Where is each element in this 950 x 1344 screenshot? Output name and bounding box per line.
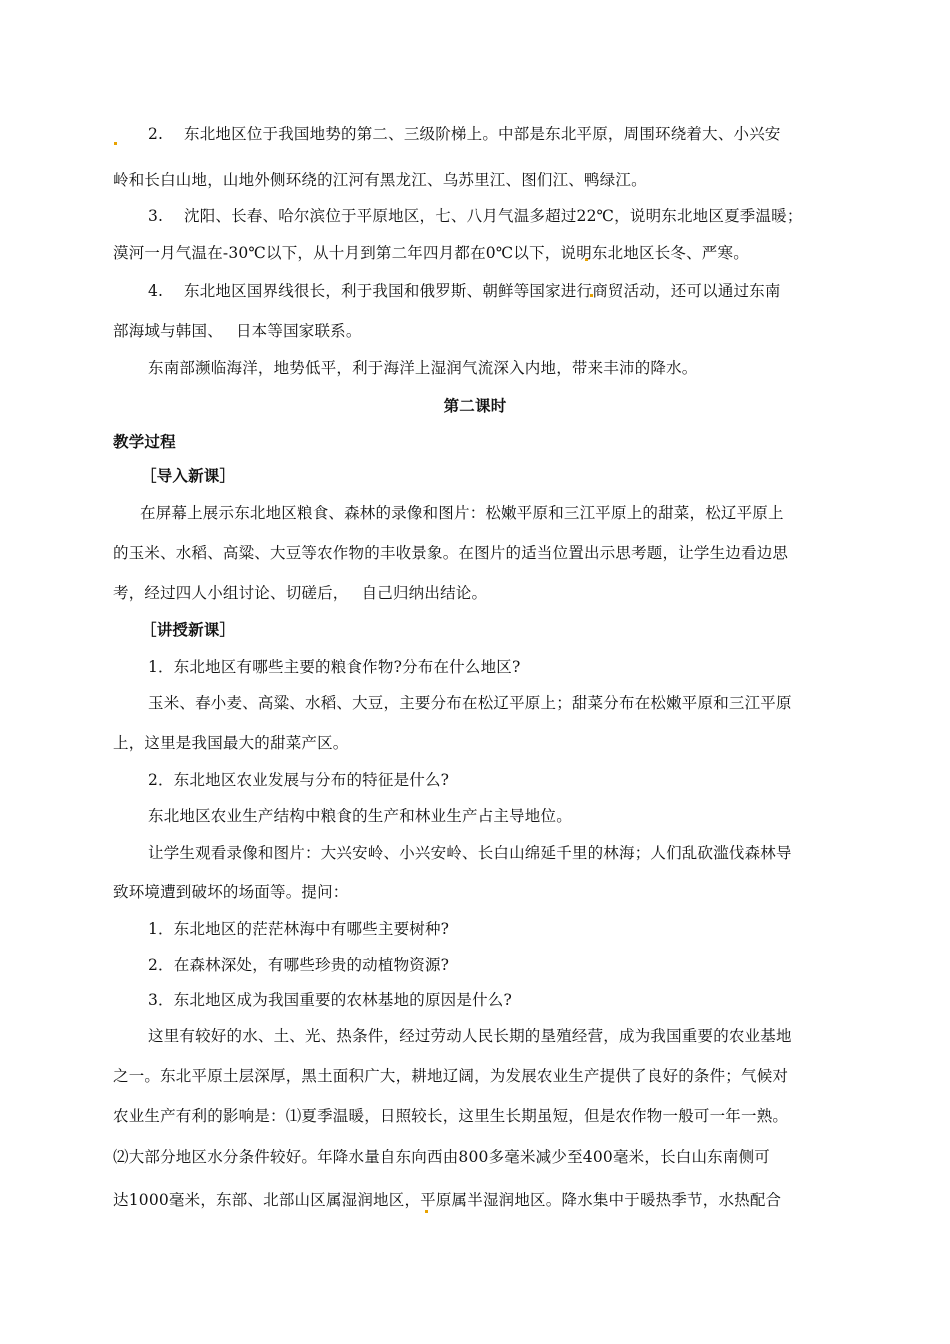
paragraph-line: 玉米、春小麦、高粱、水稻、大豆，主要分布在松辽平原上；甜菜分布在松嫩平原和三江平原 [148,694,792,712]
question-line: 1．东北地区有哪些主要的粮食作物?分布在什么地区? [148,658,521,676]
paragraph-line: 2. 东北地区位于我国地势的第二、三级阶梯上。中部是东北平原，周围环绕着大、小兴安 [148,125,781,143]
paragraph-line: 农业生产有利的影响是：⑴夏季温暖，日照较长，这里生长期虽短，但是农作物一般可一年一熟。 [113,1107,789,1125]
paragraph-line: 漠河一月气温在-30℃以下，从十月到第二年四月都在0℃以下，说明东北地区长冬、严寒。 [113,244,749,262]
paragraph-line: 上，这里是我国最大的甜菜产区。 [113,734,349,752]
paragraph-line: 的玉米、水稻、高粱、大豆等农作物的丰收景象。在图片的适当位置出示思考题，让学生边看边思 [113,544,789,562]
paragraph-line: 东南部濒临海洋，地势低平，利于海洋上湿润气流深入内地，带来丰沛的降水。 [148,359,698,377]
paragraph-line: 之一。东北平原土层深厚，黑土面积广大，耕地辽阔，为发展农业生产提供了良好的条件；气候对 [113,1067,789,1085]
paragraph-line: 考，经过四人小组讨论、切磋后， 自己归纳出结论。 [113,584,488,602]
subsection-heading: ［讲授新课］ [141,620,236,639]
section-heading: 教学过程 [113,432,176,451]
highlight-mark [425,1210,428,1213]
paragraph-line: 在屏幕上展示东北地区粮食、森林的录像和图片：松嫩平原和三江平原上的甜菜，松辽平原上 [140,504,784,522]
paragraph-line: ⑵大部分地区水分条件较好。年降水量自东向西由800多毫米减少至400毫米，长白山东南侧可 [113,1148,770,1166]
paragraph-line: 让学生观看录像和图片：大兴安岭、小兴安岭、长白山绵延千里的林海；人们乱砍滥伐森林导 [148,844,792,862]
paragraph-line: 3. 沈阳、长春、哈尔滨位于平原地区，七、八月气温多超过22℃，说明东北地区夏季温暖； [148,207,803,225]
question-line: 3．东北地区成为我国重要的农林基地的原因是什么? [148,991,512,1009]
paragraph-line: 岭和长白山地，山地外侧环绕的江河有黑龙江、乌苏里江、图们江、鸭绿江。 [113,171,647,189]
paragraph-line: 部海域与韩国、 日本等国家联系。 [113,322,362,340]
paragraph-line: 达1000毫米，东部、北部山区属湿润地区，平原属半湿润地区。降水集中于暖热季节，水热配合 [113,1191,782,1209]
highlight-mark [114,142,117,145]
paragraph-line: 这里有较好的水、土、光、热条件，经过劳动人民长期的垦殖经营，成为我国重要的农业基地 [148,1027,792,1045]
question-line: 1．东北地区的茫茫林海中有哪些主要树种? [148,920,450,938]
paragraph-line: 致环境遭到破坏的场面等。提问： [113,883,349,901]
question-line: 2．在森林深处，有哪些珍贵的动植物资源? [148,956,450,974]
subsection-heading: ［导入新课］ [141,466,236,485]
question-line: 2．东北地区农业发展与分布的特征是什么? [148,771,450,789]
section-title: 第二课时 [443,396,507,415]
paragraph-line: 4. 东北地区国界线很长，利于我国和俄罗斯、朝鲜等国家进行商贸活动，还可以通过东南 [148,282,781,300]
paragraph-line: 东北地区农业生产结构中粮食的生产和林业生产占主导地位。 [148,807,572,825]
